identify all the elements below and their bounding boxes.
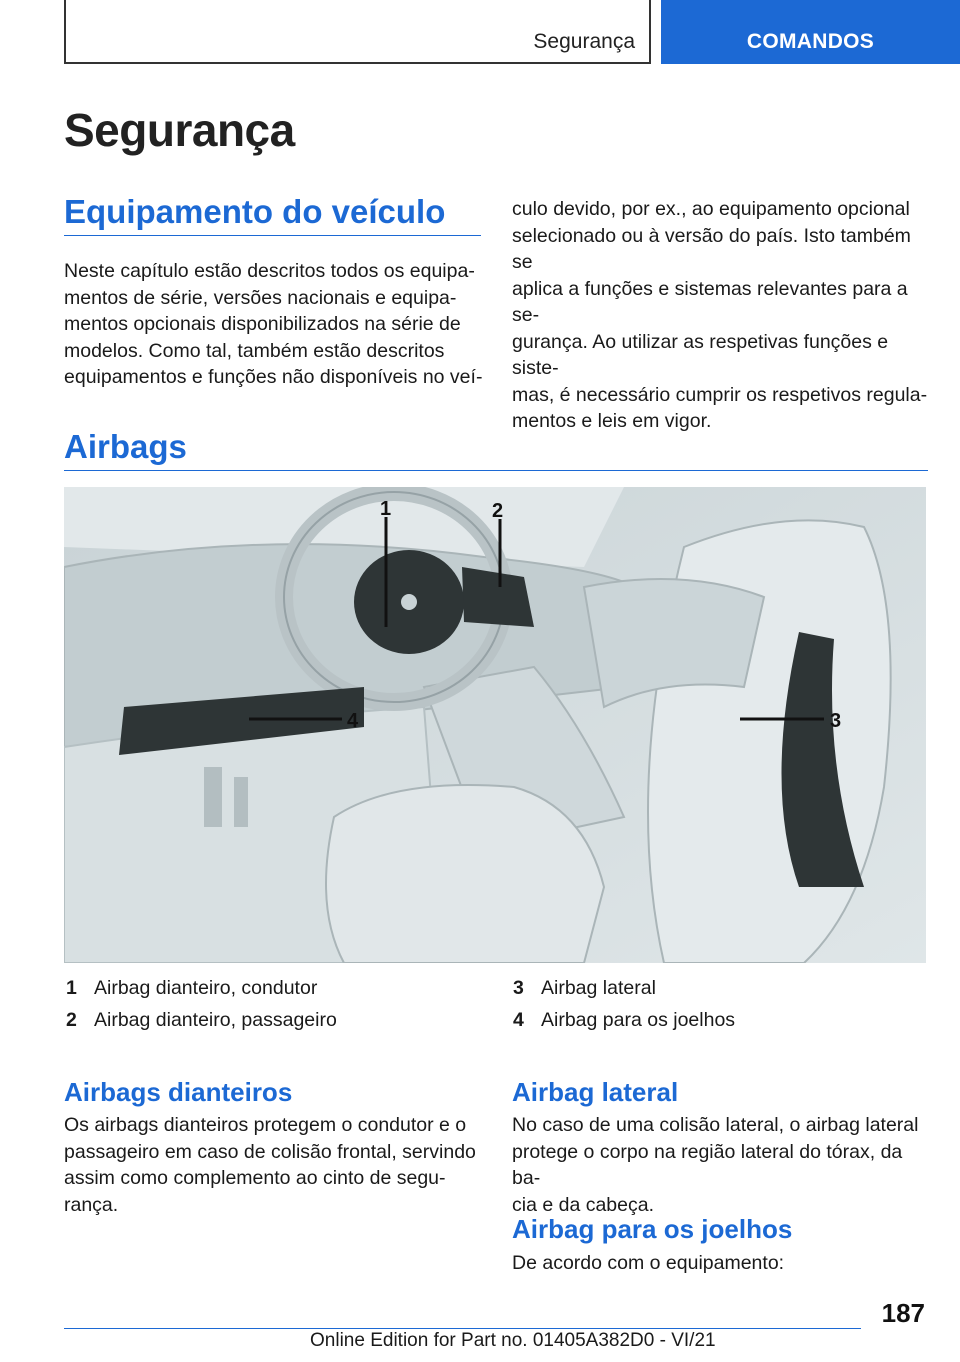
text-line: equipamentos e funções não disponíveis no veí- [64,366,483,388]
page-number: 187 [881,1298,925,1328]
text-line: De acordo com o equipamento: [512,1252,785,1274]
text-line: No caso de uma colisão lateral, o airbag lateral [512,1114,919,1136]
equipment-heading: Equipamento do veículo [64,193,446,230]
text-line: passageiro em caso de colisão frontal, servindo [64,1140,476,1163]
footer-rule [64,1328,861,1329]
front-airbags-heading: Airbags dianteiros [64,1077,293,1107]
text-line: gurança. Ao utilizar as respetivas funções e siste- [512,330,889,379]
text-line: selecionado ou à versão do país. Isto também se [512,224,911,273]
legend-number: 4 [513,1009,524,1031]
driver-seat-shape [326,785,604,963]
equipment-heading-rule [64,235,481,236]
callout-label-4: 4 [347,710,359,732]
side-airbag-heading: Airbag lateral [512,1077,679,1107]
text-line: assim como complemento ao cinto de segu- [64,1167,446,1189]
header-section-label: Segurança [533,30,635,53]
equipment-paragraph-col2 [512,196,932,435]
text-line: mentos e leis em vigor. [512,410,712,432]
pedal-shape [234,777,248,827]
callout-label-1: 1 [380,498,392,520]
callout-label-3: 3 [830,710,842,732]
text-line: protege o corpo na região lateral do tórax, da ba- [512,1140,903,1189]
legend-number: 3 [513,977,524,999]
text-line: mas, é necessário cumprir os respetivos regula- [512,383,928,406]
footer-edition: Online Edition for Part no. 01405A382D0 - VI/21 [310,1330,716,1351]
text-line: cia e da cabeça. [512,1193,655,1216]
callout-label-2: 2 [492,500,504,522]
legend-item-1 [66,976,317,1000]
equipment-paragraph-col1 [64,258,484,391]
text-line: mentos opcionais disponibilizados na série de [64,313,461,335]
legend-text: Airbag lateral [541,977,656,999]
text-line: Neste capítulo estão descritos todos os equipa- [64,260,475,282]
text-line: aplica a funções e sistemas relevantes para a se- [512,277,908,326]
legend-item-3 [513,976,656,1000]
text-line: Os airbags dianteiros protegem o condutor e o [64,1114,467,1136]
text-line: rança. [64,1193,119,1216]
knee-airbag-paragraph [512,1250,932,1277]
car-interior-drawing [64,487,926,963]
header-section-box [64,0,651,64]
pedal-shape [204,767,222,827]
legend-item-2 [66,1008,337,1032]
text-line: culo devido, por ex., ao equipamento opcional [512,198,910,220]
side-airbag-paragraph [512,1112,932,1218]
text-line: modelos. Como tal, também estão descritos [64,339,445,362]
legend-text: Airbag dianteiro, passageiro [94,1009,337,1031]
legend-text: Airbag para os joelhos [541,1009,736,1031]
legend-number: 1 [66,977,77,999]
legend-item-4 [513,1008,735,1032]
knee-airbag-heading: Airbag para os joelhos [512,1214,793,1244]
airbags-illustration [64,487,926,963]
header-chapter-tab[interactable]: COMANDOS [661,0,960,64]
airbags-heading-rule [64,470,928,471]
steering-logo [401,594,417,610]
front-airbags-paragraph [64,1112,484,1218]
legend-text: Airbag dianteiro, condutor [94,977,318,999]
airbags-heading: Airbags [64,428,187,465]
page-title: Segurança [64,104,295,156]
legend-number: 2 [66,1009,77,1031]
text-line: mentos de série, versões nacionais e equipa- [64,286,457,309]
